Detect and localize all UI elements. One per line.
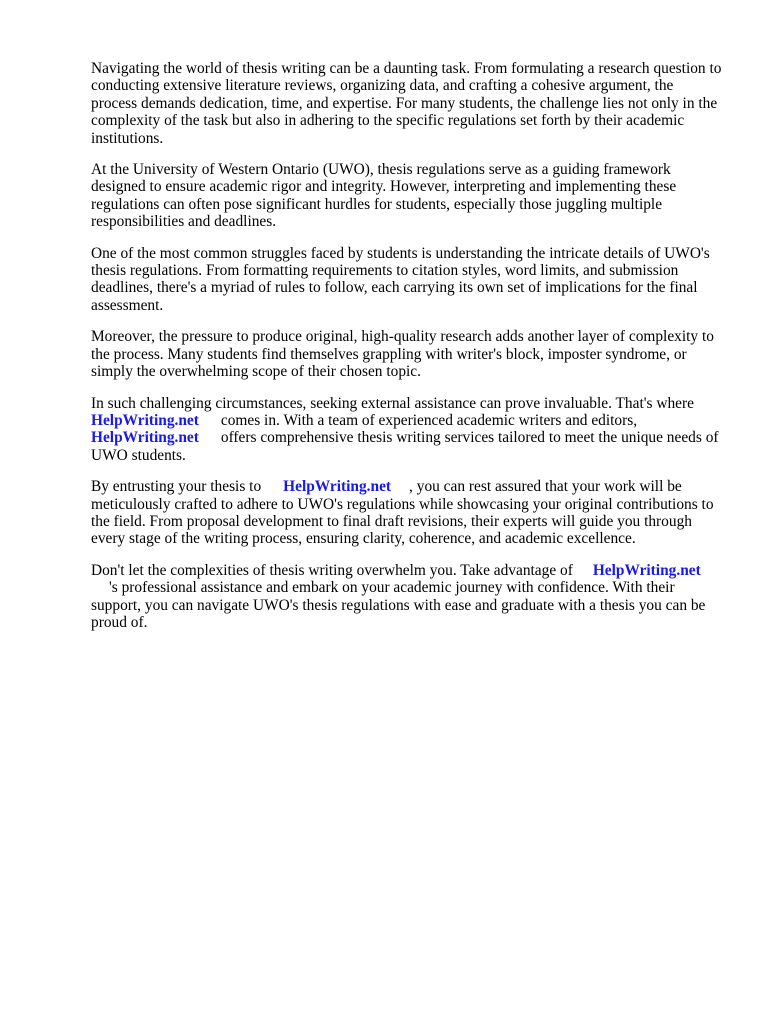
paragraph-intro: Navigating the world of thesis writing can be a daunting task. From formulating a research question to conducting extensive literature reviews, organizing data, and crafting a cohesive argument, the process demands dedication, time, and expertise. For many students, the challenge lies not only in the complexity of the task but also in adhering to the specific regulations set forth by their academic institutions.: [91, 60, 722, 147]
paragraph-text: In such challenging circumstances, seeking external assistance can prove invaluable. That's where: [91, 394, 694, 412]
paragraph-text: comes in. With a team of experienced academic writers and editors,: [220, 411, 638, 429]
helpwriting-link[interactable]: HelpWriting.net: [283, 478, 392, 496]
paragraph-common-struggles: One of the most common struggles faced by students is understanding the intricate details of UWO's thesis regulations. From formatting requirements to citation styles, word limits, and submission deadlines, there's a myriad of rules to follow, each carrying its own set of implications for the final assessment.: [91, 244, 710, 314]
paragraph-uwo-regulations: At the University of Western Ontario (UWO), thesis regulations serve as a guiding framework designed to ensure academic rigor and integrity. However, interpreting and implementing these regulations can often pose significant hurdles for students, especially those juggling multiple responsibilities and deadlines.: [91, 161, 677, 231]
helpwriting-link[interactable]: HelpWriting.net: [91, 429, 199, 447]
paragraph-text: 's professional assistance and embark on your academic journey with confidence. With their support, you can navigate UWO's thesis regulations with ease and graduate with a thesis you can be proud of.: [91, 579, 706, 631]
helpwriting-link[interactable]: HelpWriting.net: [91, 411, 199, 429]
paragraph-pressure: Moreover, the pressure to produce original, high-quality research adds another layer of complexity to the process. Many students find themselves grappling with writer's block, imposter syndrome, or simply the overwhelming scope of their chosen topic.: [91, 328, 714, 381]
paragraph-text: , you can rest assured that your work will be meticulously crafted to adhere to UWO's regulations while showcasing your original contributions to the field. From proposal development to final draft revisions, their experts will guide you through every stage of the writing process, ensuring clarity, coherence, and academic excellence.: [91, 478, 714, 548]
document-body: [91, 60, 723, 645]
paragraph-text: By entrusting your thesis to: [91, 478, 262, 496]
helpwriting-link[interactable]: HelpWriting.net: [592, 561, 701, 579]
paragraph-text: offers comprehensive thesis writing services tailored to meet the unique needs of UWO students.: [91, 429, 719, 464]
paragraph-external-assistance: [91, 395, 723, 465]
paragraph-entrusting: [91, 478, 723, 548]
paragraph-text: Don't let the complexities of thesis writing overwhelm you. Take advantage of: [91, 561, 573, 579]
paragraph-closing: [91, 562, 723, 632]
